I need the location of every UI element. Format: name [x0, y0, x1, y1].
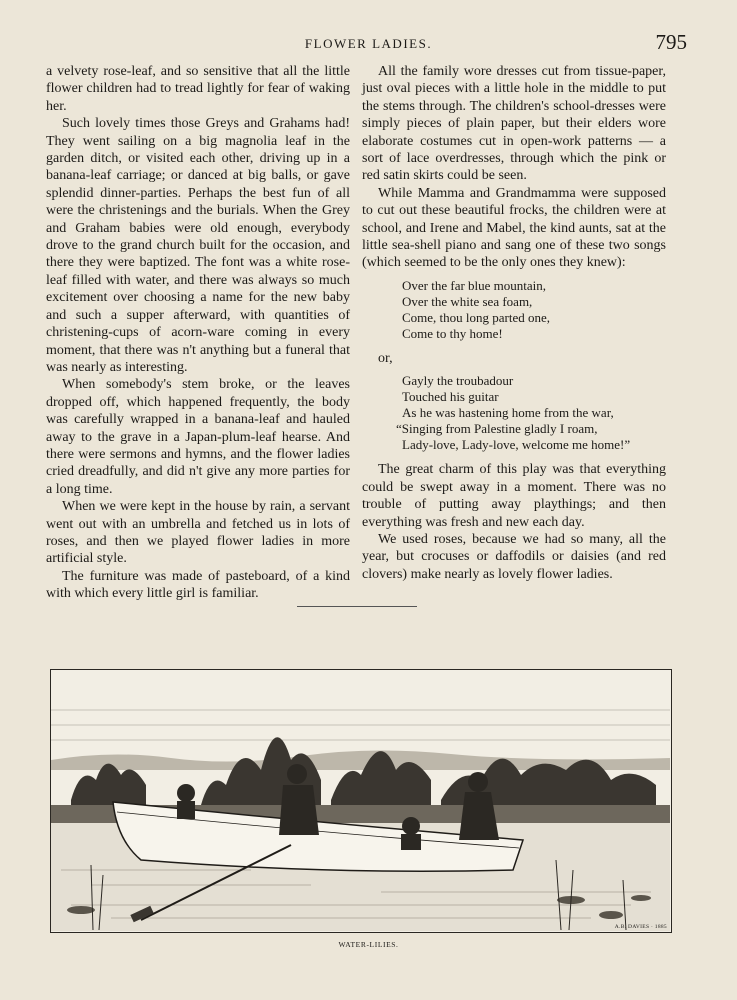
verse-line: As he was hastening home from the war,	[402, 405, 614, 421]
sky-hatching	[51, 710, 670, 740]
paragraph: Such lovely times those Greys and Grahams had! They went sailing on a big magnolia leaf in the garden ditch, or visited each other, driving up in a banana-leaf carriage; or danced at big balls, or gave splendid dinner-parties. Perhaps the best fun of all were the christenings and the burials. When the Grey and Graham babies were old enough, everybody drove to the grand church built for the occasion, and there they were baptized. The font was a white rose-leaf filled with water, and there was always so much excitement over choosing a name for the new baby and such a supper afterward, with quantities of christening-cups of acorn-ware coming in every moment, that there was n't anything but a funeral that was nearly as interesting.	[46, 116, 350, 375]
paragraph: The great charm of this play was that everything could be swept away in a moment. There was no trouble of putting away playthings; and then everything was fresh and new each day.	[362, 462, 666, 530]
running-head-title: FLOWER LADIES.	[304, 36, 433, 51]
engraving-artwork	[51, 670, 670, 931]
verse-line: Touched his guitar	[402, 389, 499, 405]
page-number: 795	[655, 30, 687, 54]
left-column	[46, 63, 350, 603]
verse-line: Lady-love, Lady-love, welcome me home!”	[402, 437, 631, 453]
verse-line: Over the white sea foam,	[402, 293, 533, 309]
engraver-signature: A.B. DAVIES · 1885	[614, 924, 667, 930]
paragraph: When we were kept in the house by rain, a servant went out with an umbrella and fetched us in lots of roses, and then we played flower ladies in more artificial style.	[46, 499, 350, 567]
section-divider	[297, 606, 417, 607]
tree-line	[71, 737, 656, 810]
verse-line: Come, thou long parted one,	[402, 309, 551, 325]
paragraph: The furniture was made of pasteboard, of a kind with which every little girl is familiar.	[46, 568, 350, 602]
paragraph: While Mamma and Grandmamma were supposed to cut out these beautiful frocks, the children were at school, and Irene and Mabel, the kind aunts, sat at the little sea-shell piano and sang one of these two songs (which seemed to be the only ones they knew):	[362, 185, 666, 271]
verse-line: Over the far blue mountain,	[402, 277, 547, 293]
paragraph: When somebody's stem broke, or the leaves dropped off, which happened frequently, the body was carefully wrapped in a banana-leaf and hauled away to the grave in a Japan-plum-leaf hearse. And there were sermons and hymns, and the flower ladies cried dreadfully, and did n't give any more parties for a long time.	[46, 377, 350, 497]
verse-line: “Singing from Palestine gladly I roam,	[396, 421, 598, 437]
water-lilies-engraving	[50, 669, 672, 933]
paragraph: We used roses, because we had so many, all the year, but crocuses or daffodils or daisies (and red clovers) make nearly as lovely flower ladies.	[362, 531, 666, 582]
verse-line: Gayly the troubadour	[402, 373, 514, 389]
right-column	[362, 63, 666, 583]
illustration-caption: WATER-LILIES.	[338, 940, 399, 949]
paragraph: a velvety rose-leaf, and so sensitive that all the little flower children had to tread lightly for fear of waking her.	[46, 64, 350, 114]
or-connector: or,	[378, 350, 393, 366]
song-verse-2	[396, 373, 666, 453]
paragraph: All the family wore dresses cut from tissue-paper, just oval pieces with a little hole in the middle to put the stems through. The children's school-dresses were simply pieces of plain paper, but their elders wore elaborate costumes cut in open-work patterns — a sort of lace overdresses, through which the pink or red satin skirts could be seen.	[362, 64, 666, 184]
song-verse-1	[402, 278, 666, 342]
verse-line: Come to thy home!	[402, 325, 503, 341]
